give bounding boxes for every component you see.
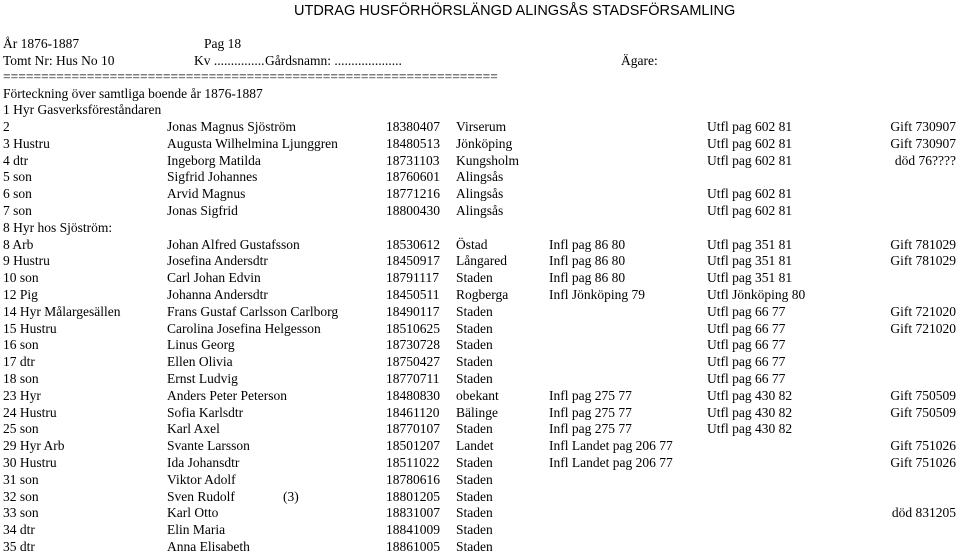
- birth-place: Staden: [456, 488, 493, 504]
- table-row: [0, 270, 960, 287]
- note: Gift 730907: [890, 119, 956, 134]
- birth-place: Staden: [456, 538, 493, 554]
- table-row: [0, 354, 960, 371]
- birth-place: Staden: [456, 303, 493, 319]
- person-name: Augusta Wilhelmina Ljunggren: [167, 135, 338, 151]
- row-number: 10 son: [3, 270, 39, 286]
- utflyttning: Utfl pag 602 81: [707, 119, 793, 134]
- person-name: Sven Rudolf: [167, 488, 235, 504]
- document-title: UTDRAG HUSFÖRHÖRSLÄNGD ALINGSÅS STADSFÖRSAMLING: [294, 3, 736, 19]
- header-rule: =================================================================: [3, 69, 498, 84]
- birth-place: Rogberga: [456, 286, 509, 302]
- row-number: 24 Hustru: [3, 404, 57, 420]
- row-number: 12 Pig: [3, 286, 38, 302]
- birth-date: 18770107: [386, 421, 440, 437]
- table-row: [0, 186, 960, 203]
- row-number: 3 Hustru: [3, 135, 50, 151]
- note: Gift 730907: [890, 135, 956, 151]
- name-extra: (3): [283, 488, 299, 504]
- utflyttning: Utfl pag 430 82: [707, 404, 793, 420]
- utflyttning: Utfl pag 66 77: [707, 303, 786, 319]
- row-number: 2: [3, 119, 10, 134]
- birth-date: 18480513: [386, 135, 440, 151]
- inflyttning: Infl pag 86 80: [549, 236, 626, 252]
- note: Gift 751026: [890, 438, 956, 454]
- birth-date: 18831007: [386, 505, 440, 521]
- birth-place: Staden: [456, 354, 493, 370]
- row-number: 30 Hustru: [3, 454, 57, 470]
- person-name: Frans Gustaf Carlsson Carlborg: [167, 303, 339, 319]
- table-row: [0, 321, 960, 338]
- table-row: [0, 119, 960, 136]
- person-name: Ellen Olivia: [167, 354, 233, 370]
- utflyttning: Utfl pag 602 81: [707, 135, 793, 151]
- birth-place: Östad: [456, 236, 488, 252]
- note: Gift 721020: [890, 320, 956, 336]
- row-number: 35 dtr: [3, 538, 35, 554]
- row-number: 8 Hyr hos Sjöström:: [3, 219, 113, 235]
- birth-place: Staden: [456, 270, 493, 286]
- birth-place: Landet: [456, 438, 494, 454]
- birth-date: 18771216: [386, 186, 440, 202]
- row-number: 23 Hyr: [3, 387, 41, 403]
- birth-place: Staden: [456, 522, 493, 538]
- table-row: [0, 505, 960, 522]
- header-tomt: Tomt Nr: Hus No 10: [3, 53, 115, 68]
- person-name: Svante Larsson: [167, 438, 250, 454]
- row-number: 34 dtr: [3, 522, 35, 538]
- birth-place: Kungsholm: [456, 152, 520, 168]
- table-row: [0, 455, 960, 472]
- person-name: Arvid Magnus: [167, 186, 246, 202]
- birth-place: Staden: [456, 505, 493, 521]
- inflyttning: Infl Landet pag 206 77: [549, 438, 673, 454]
- birth-date: 18841009: [386, 522, 440, 538]
- person-name: Sigfrid Johannes: [167, 169, 258, 185]
- table-row: [0, 337, 960, 354]
- row-number: 17 dtr: [3, 354, 35, 370]
- birth-place: obekant: [456, 387, 499, 403]
- birth-place: Alingsås: [456, 186, 504, 202]
- note: Gift 781029: [890, 253, 956, 269]
- birth-date: 18730728: [386, 337, 440, 353]
- birth-place: Staden: [456, 337, 493, 353]
- row-number: 7 son: [3, 202, 32, 218]
- birth-date: 18750427: [386, 354, 440, 370]
- note: Gift 750509: [890, 404, 956, 420]
- row-number: 33 son: [3, 505, 39, 521]
- row-number: 29 Hyr Arb: [3, 438, 65, 454]
- person-name: Carolina Josefina Helgesson: [167, 320, 321, 336]
- header-gardsnamn: Gårdsnamn: ....................: [265, 53, 402, 68]
- person-name: Johan Alfred Gustafsson: [167, 236, 300, 252]
- header-years-line: [3, 35, 242, 52]
- note: Gift 781029: [890, 236, 956, 252]
- table-row: [0, 136, 960, 153]
- table-row: [0, 472, 960, 489]
- utflyttning: Utfl pag 602 81: [707, 186, 793, 202]
- birth-place: Virserum: [456, 119, 507, 134]
- row-number: 5 son: [3, 169, 32, 185]
- utflyttning: Utfl pag 66 77: [707, 354, 786, 370]
- row-number: 9 Hustru: [3, 253, 50, 269]
- birth-date: 18511022: [386, 454, 440, 470]
- person-name: Carl Johan Edvin: [167, 270, 261, 286]
- table-row: [0, 169, 960, 186]
- header-kv: Kv ...............: [194, 53, 265, 68]
- utflyttning: Utfl pag 351 81: [707, 270, 793, 286]
- table-row: [0, 388, 960, 405]
- note: Gift 751026: [890, 454, 956, 470]
- table-row: [0, 421, 960, 438]
- row-number: 16 son: [3, 337, 39, 353]
- row-number: 4 dtr: [3, 152, 29, 168]
- table-row: [0, 405, 960, 422]
- birth-date: 18450917: [386, 253, 440, 269]
- birth-place: Långared: [456, 253, 507, 269]
- person-name: Anna Elisabeth: [167, 538, 250, 554]
- inflyttning: Infl Jönköping 79: [549, 286, 645, 302]
- utflyttning: Utfl pag 351 81: [707, 236, 793, 252]
- table-row: [0, 153, 960, 170]
- note: Gift 721020: [890, 303, 956, 319]
- person-name: Jonas Sigfrid: [167, 202, 238, 218]
- birth-date: 18801205: [386, 488, 440, 504]
- utflyttning: Utfl pag 66 77: [707, 337, 786, 353]
- row-number: 31 son: [3, 471, 39, 487]
- utflyttning: Utfl pag 602 81: [707, 152, 793, 168]
- birth-place: Staden: [456, 370, 493, 386]
- utflyttning: Utfl pag 430 82: [707, 387, 793, 403]
- row-number: 8 Arb: [3, 236, 34, 252]
- birth-date: 18380407: [386, 119, 440, 134]
- utflyttning: Utfl pag 351 81: [707, 253, 793, 269]
- table-row: [0, 220, 960, 237]
- table-row: [0, 304, 960, 321]
- table-row: [0, 203, 960, 220]
- birth-date: 18450511: [386, 286, 440, 302]
- birth-date: 18480830: [386, 387, 440, 403]
- birth-date: 18780616: [386, 471, 440, 487]
- birth-date: 18510625: [386, 320, 440, 336]
- row-number: 32 son: [3, 488, 39, 504]
- birth-date: 18731103: [386, 152, 440, 168]
- birth-place: Alingsås: [456, 169, 504, 185]
- note: Gift 750509: [890, 387, 956, 403]
- birth-place: Alingsås: [456, 202, 504, 218]
- person-name: Ernst Ludvig: [167, 370, 238, 386]
- row-number: 15 Hustru: [3, 320, 57, 336]
- birth-date: 18861005: [386, 538, 440, 554]
- person-name: Karl Otto: [167, 505, 219, 521]
- person-name: Jonas Magnus Sjöström: [167, 119, 297, 134]
- birth-place: Staden: [456, 320, 493, 336]
- table-row: [0, 371, 960, 388]
- birth-date: 18791117: [386, 270, 439, 286]
- inflyttning: Infl pag 275 77: [549, 387, 632, 403]
- note: död 831205: [891, 505, 956, 521]
- utflyttning: Utfl Jönköping 80: [707, 286, 806, 302]
- row-number: 18 son: [3, 370, 39, 386]
- person-name: Anders Peter Peterson: [167, 387, 287, 403]
- person-name: Sofia Karlsdtr: [167, 404, 244, 420]
- birth-place: Staden: [456, 421, 493, 437]
- inflyttning: Infl Landet pag 206 77: [549, 454, 673, 470]
- note: död 76????: [894, 152, 956, 168]
- person-name: Elin Maria: [167, 522, 226, 538]
- table-row: [0, 522, 960, 539]
- birth-date: 18461120: [386, 404, 440, 420]
- table-row: [0, 438, 960, 455]
- birth-place: Bälinge: [456, 404, 498, 420]
- header-agare: Ägare:: [621, 53, 658, 68]
- birth-date: 18490117: [386, 303, 440, 319]
- person-name: Ingeborg Matilda: [167, 152, 261, 168]
- header-first-entry: 1 Hyr Gasverksföreståndaren: [3, 102, 162, 117]
- table-row: [0, 253, 960, 270]
- birth-date: 18530612: [386, 236, 440, 252]
- birth-place: Staden: [456, 471, 493, 487]
- row-number: 25 son: [3, 421, 39, 437]
- inflyttning: Infl pag 86 80: [549, 270, 626, 286]
- header-forteckning: Förteckning över samtliga boende år 1876-1887: [3, 86, 263, 101]
- birth-place: Jönköping: [456, 135, 513, 151]
- header-tomt-line: [3, 52, 658, 69]
- utflyttning: Utfl pag 430 82: [707, 421, 793, 437]
- register-table: [0, 119, 960, 556]
- table-row: [0, 287, 960, 304]
- utflyttning: Utfl pag 66 77: [707, 320, 786, 336]
- inflyttning: Infl pag 275 77: [549, 421, 632, 437]
- person-name: Ida Johansdtr: [167, 454, 240, 470]
- person-name: Josefina Andersdtr: [167, 253, 268, 269]
- table-row: [0, 237, 960, 254]
- header-years: År 1876-1887: [3, 36, 80, 51]
- table-row: [0, 489, 960, 506]
- table-row: [0, 539, 960, 556]
- person-name: Johanna Andersdtr: [167, 286, 268, 302]
- row-number: 14 Hyr Målargesällen: [3, 303, 121, 319]
- utflyttning: Utfl pag 602 81: [707, 202, 793, 218]
- birth-date: 18770711: [386, 370, 440, 386]
- inflyttning: Infl pag 275 77: [549, 404, 632, 420]
- row-number: 6 son: [3, 186, 32, 202]
- utflyttning: Utfl pag 66 77: [707, 370, 786, 386]
- birth-date: 18800430: [386, 202, 440, 218]
- birth-date: 18760601: [386, 169, 440, 185]
- person-name: Linus Georg: [167, 337, 235, 353]
- person-name: Karl Axel: [167, 421, 220, 437]
- birth-place: Staden: [456, 454, 493, 470]
- birth-date: 18501207: [386, 438, 440, 454]
- inflyttning: Infl pag 86 80: [549, 253, 626, 269]
- header-page: Pag 18: [204, 36, 242, 51]
- person-name: Viktor Adolf: [167, 471, 236, 487]
